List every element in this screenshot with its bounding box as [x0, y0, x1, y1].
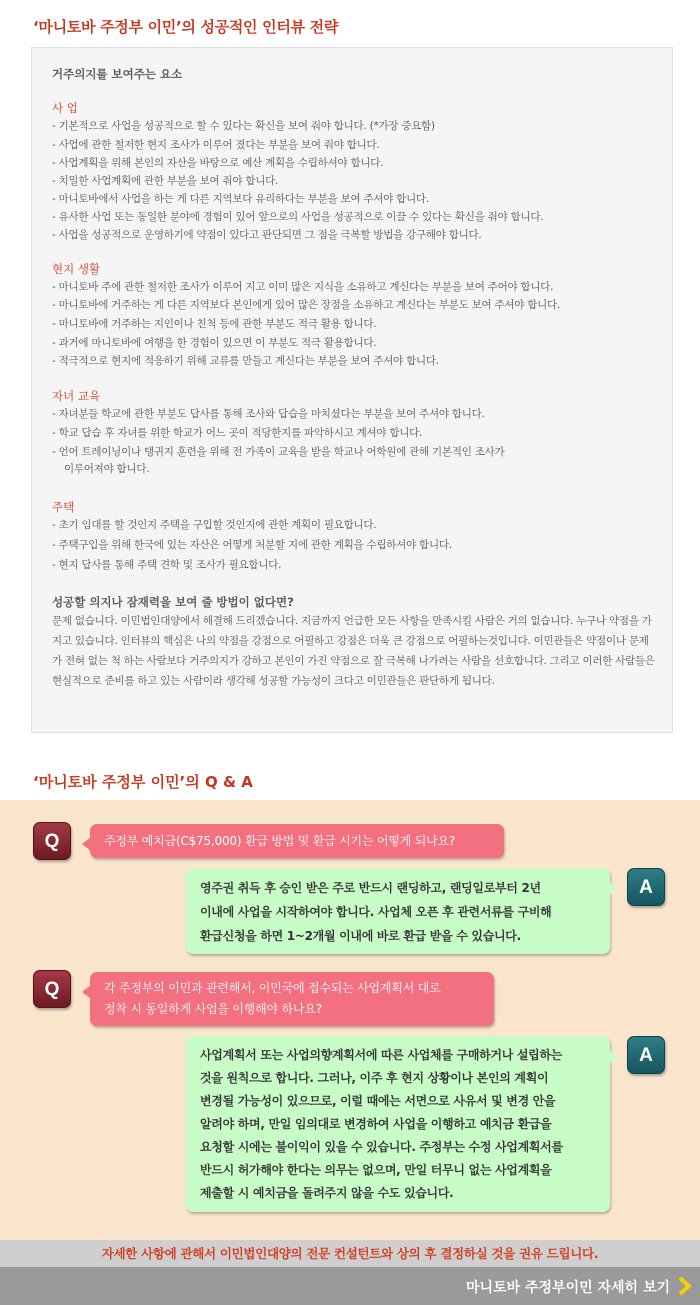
details-link[interactable]: 마니토바 주정부이민 자세히 보기	[466, 1280, 670, 1296]
answer-bubble	[186, 868, 610, 954]
chevron-right-icon[interactable]	[676, 1276, 694, 1296]
question-text: 정착 시 동일하게 사업을 이행해야 하나요?	[104, 1002, 322, 1016]
local-life-item: - 과거에 마니토바에 여행을 한 경험이 있으면 이 부분도 적극 활용합니다.	[52, 337, 377, 349]
business-item: - 사업을 성공적으로 운영하기에 약점이 있다고 판단되면 그 점을 극복할 방법을 강구해야 합니다.	[52, 229, 482, 241]
education-item: - 학교 답습 후 자녀를 위한 학교가 어느 곳이 적당한지를 파악하시고 계셔야 합니다.	[52, 427, 423, 439]
education-item: - 자녀분들 학교에 관한 부분도 답사를 통해 조사와 답습을 마치셨다는 부분을 보여 주셔야 합니다.	[52, 408, 485, 420]
business-item: - 기본적으로 사업을 성공적으로 할 수 있다는 확신을 보여 줘야 합니다. (*가장 중요함)	[52, 120, 435, 132]
housing-item: - 현지 답사를 통해 주택 견학 및 조사가 필요합니다.	[52, 559, 282, 571]
answer-line: 요청할 시에는 불이익이 있을 수 있습니다. 주정부는 수정 사업계획서를	[200, 1140, 563, 1154]
answer-line: 환급신청을 하면 1~2개월 이내에 바로 환급 받을 수 있습니다.	[200, 929, 521, 943]
local-life-item: - 마니토바 주에 관한 철저한 조사가 이루어 지고 이미 많은 지식을 소유하고 계신다는 부분을 보여 주어야 합니다.	[52, 281, 554, 293]
strategy-info-box	[31, 47, 673, 733]
question-bubble	[90, 972, 494, 1026]
footer-link-bar	[0, 1267, 700, 1305]
section-heading-local-life: 현지 생활	[52, 262, 101, 276]
answer-line: 것을 원칙으로 합니다. 그러나, 이주 후 현지 상황이나 본인의 계획이	[200, 1071, 549, 1085]
answer-line: 이내에 사업을 시작하여야 합니다. 사업체 오픈 후 관련서류를 구비해	[200, 905, 552, 919]
question-bubble	[90, 824, 504, 858]
strategy-section-title: ‘마니토바 주정부 이민’의 성공적인 인터뷰 전략	[33, 18, 339, 36]
question-badge: Q	[33, 970, 71, 1008]
housing-item: - 주택구입을 위해 한국에 있는 자산은 어떻게 처분할 지에 관한 계획을 수립하셔야 합니다.	[52, 539, 452, 551]
answer-line: 변경될 가능성이 있으므로, 이럴 때에는 서면으로 사유서 및 변경 안을	[200, 1094, 556, 1108]
answer-badge: A	[627, 868, 665, 906]
section-heading-housing: 주택	[52, 500, 75, 514]
answer-bubble	[186, 1036, 610, 1212]
education-item: - 언어 트레이닝이나 탱귀지 훈련을 위해 전 가족이 교육을 받을 학교나 어학원에 관해 기본적인 조사가	[52, 446, 505, 458]
box-title: 거주의지를 보여주는 요소	[52, 67, 183, 81]
business-item: - 사업에 관한 철저한 현지 조사가 이루어 졌다는 부분을 보여 줘야 합니다.	[52, 139, 380, 151]
business-item: - 치밀한 사업계획에 관한 부분을 보여 줘야 합니다.	[52, 175, 279, 187]
final-heading: 성공할 의지나 잠재력을 보여 줄 방법이 없다면?	[52, 595, 294, 609]
local-life-item: - 적극적으로 현지에 적응하기 위해 교류를 만들고 계신다는 부분을 보여 주셔야 합니다.	[52, 355, 439, 367]
answer-line: 제출할 시 예치금을 돌려주지 않을 수도 있습니다.	[200, 1186, 454, 1200]
local-life-item: - 마니토바에 거주하는 게 다른 지역보다 본인에게 있어 많은 장점을 소유하고 계신다는 부분도 보여 주셔야 합니다.	[52, 299, 561, 311]
business-item: - 유사한 사업 또는 동일한 분야에 경험이 있어 앞으로의 사업을 성공적으로 이끌 수 있다는 확신을 줘야 합니다.	[52, 211, 544, 223]
answer-line: 반드시 허가해야 한다는 의무는 없으며, 만일 터무니 없는 사업계획을	[200, 1163, 552, 1177]
business-item: - 마니토바에서 사업을 하는 게 다른 지역보다 유리하다는 부분을 보여 주셔야 합니다.	[52, 193, 429, 205]
answer-badge: A	[627, 1036, 665, 1074]
section-heading-business: 사 업	[52, 101, 78, 115]
answer-line: 사업계획서 또는 사업의향계획서에 따른 사업체를 구매하거나 설립하는	[200, 1048, 563, 1062]
question-badge: Q	[33, 822, 71, 860]
question-text: 각 주정부의 이민과 관련해서, 이민국에 접수되는 사업계획서 대로	[104, 981, 441, 995]
housing-item: - 초기 임대를 할 것인지 주택을 구입할 것인지에 관한 계획이 필요합니다.	[52, 519, 377, 531]
final-paragraph: 문제 없습니다. 이민법인대양에서 해결해 드리겠습니다. 지금까지 언급한 모든 사항을 만족시킬 사람은 거의 없습니다. 누구나 약점을 가지고 있습니다. 인터뷰의 핵심은 나의 약점을 강점으로 어필하고 강점은 더욱 큰 강점으로 어필하는것입니다. 이민관들은 약점이나 문제가 전혀 없는 척 하는 사람보다 거주의지가 강하고 본인이 가진 약점으로 잘 극복해 나가려는 사람을 선호합니다. 그리고 이러한 사람들은 현실적으로 준비를 하고 있는 사람이라 생각해 성공할 가능성이 크다고 이민관들은 판단하게 됩니다.	[52, 615, 655, 687]
answer-line: 영주권 취득 후 승인 받은 주로 반드시 랜딩하고, 랜딩일로부터 2년	[200, 881, 541, 895]
question-text: 주정부 예치금(C$75,000) 환급 방법 및 환급 시기는 어떻게 되나요?	[104, 834, 456, 848]
footer-consult-note: 자세한 사항에 관해서 이민법인대양의 전문 컨설턴트와 상의 후 결정하실 것을 권유 드립니다.	[0, 1240, 700, 1267]
answer-line: 알려야 하며, 만일 임의대로 변경하여 사업을 이행하고 예치금 환급을	[200, 1117, 552, 1131]
section-heading-education: 자녀 교육	[52, 389, 101, 403]
business-item: - 사업계획을 위해 본인의 자산을 바탕으로 예산 계획을 수립하셔야 합니다.	[52, 157, 384, 169]
qa-section-title: ‘마니토바 주정부 이민’의 Q & A	[33, 773, 253, 791]
education-item: 이루어져야 합니다.	[64, 463, 150, 475]
local-life-item: - 마니토바에 거주하는 지인이나 친척 등에 관한 부분도 적극 활용 합니다.	[52, 318, 377, 330]
